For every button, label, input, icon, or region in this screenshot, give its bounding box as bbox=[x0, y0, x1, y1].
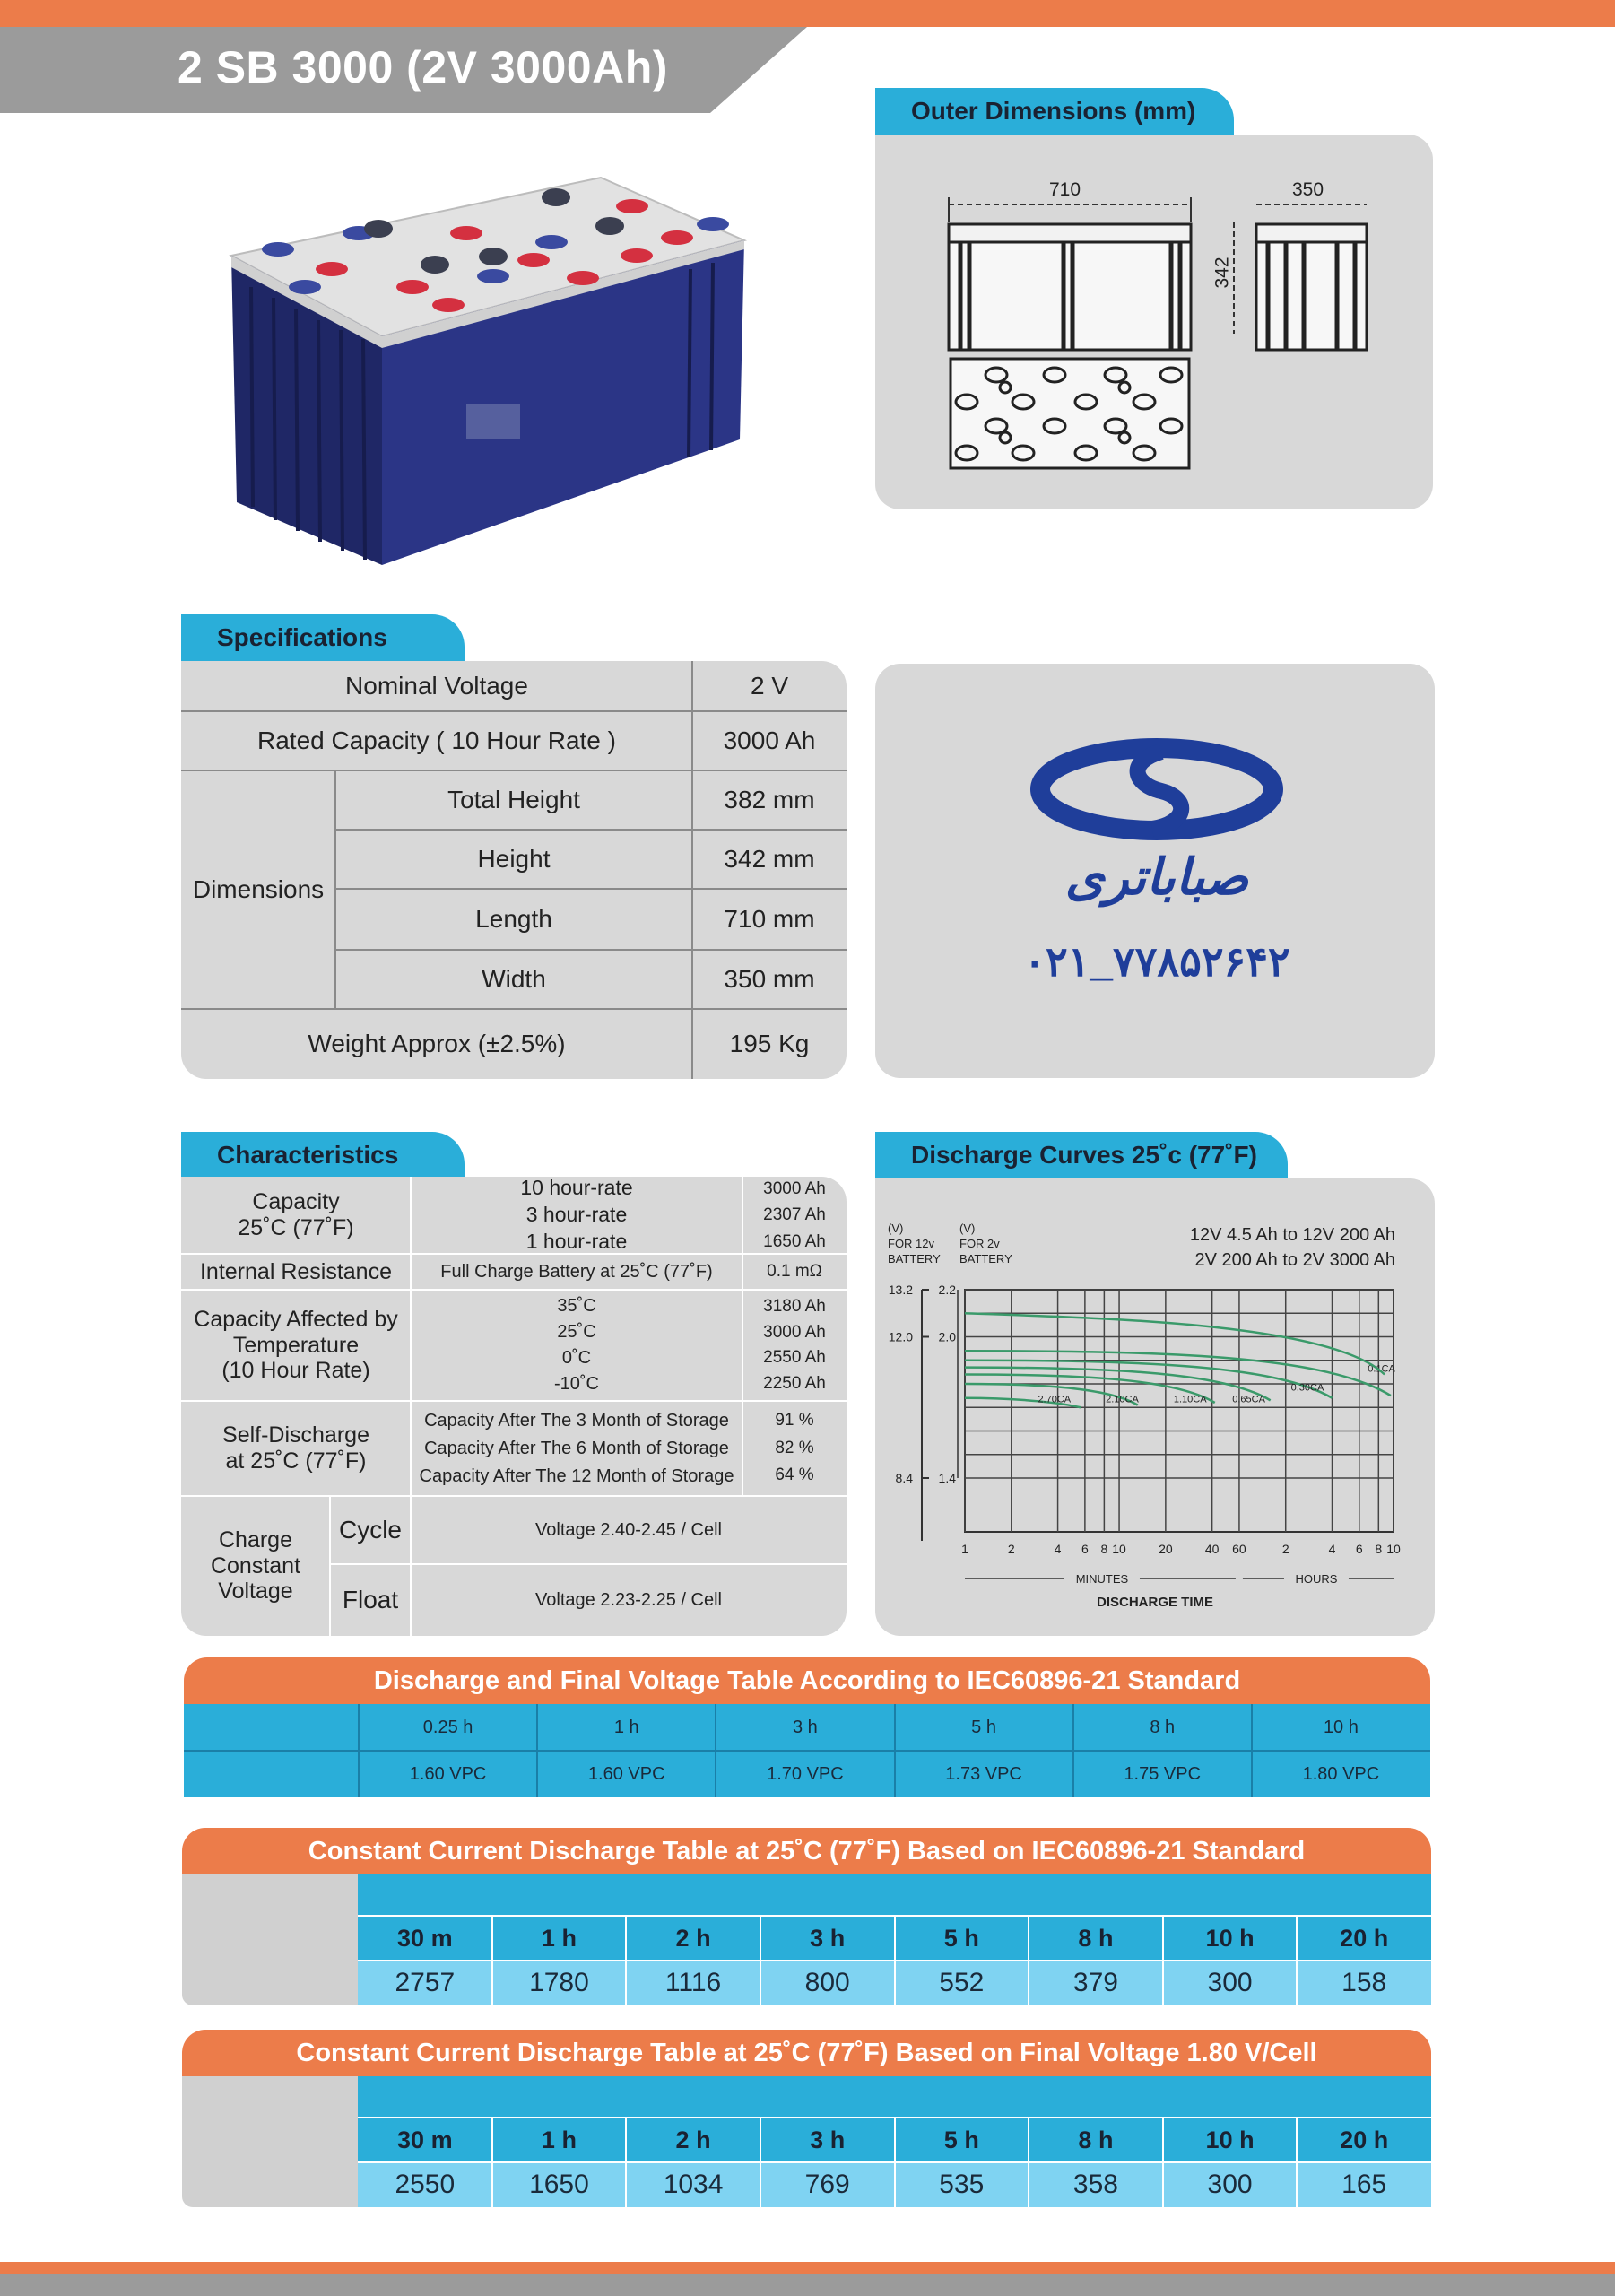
discharge-time-header bbox=[358, 1874, 1431, 1916]
x-tick-label: 10 bbox=[1112, 1542, 1126, 1556]
discharge-curves-tab: Discharge Curves 25˚c (77˚F) bbox=[875, 1132, 1288, 1178]
final-voltage-cell: 1.70 VPC bbox=[767, 1763, 844, 1784]
time-header-cell: 5 h bbox=[895, 2118, 1029, 2162]
internal-resistance-desc: Full Charge Battery at 25˚C (77˚F) bbox=[440, 1262, 713, 1282]
current-value-cell: 535 bbox=[895, 2162, 1029, 2207]
grid-line bbox=[181, 710, 847, 712]
grid-line bbox=[1162, 2118, 1164, 2207]
weight-value: 195 Kg bbox=[729, 1030, 810, 1057]
grid-line bbox=[335, 829, 847, 831]
y1-tick-label: 12.0 bbox=[888, 1329, 913, 1344]
time-header-cell: 10 h bbox=[1163, 2118, 1298, 2162]
grid-line bbox=[181, 1253, 847, 1255]
grid-line bbox=[760, 2118, 761, 2207]
height-label: Height bbox=[477, 845, 551, 873]
top-accent-bar bbox=[0, 0, 1615, 27]
nominal-voltage-value: 2 V bbox=[750, 672, 789, 700]
current-value-cell: 1116 bbox=[626, 1961, 760, 2005]
cc-table-1-title: Constant Current Discharge Table at 25˚C (77˚F) Based on IEC60896-21 Standard bbox=[182, 1828, 1431, 1874]
grid-line bbox=[184, 1750, 1430, 1752]
y1-tick-label: 13.2 bbox=[888, 1283, 913, 1297]
nominal-voltage-label: Nominal Voltage bbox=[345, 672, 528, 700]
x-tick-label: 10 bbox=[1386, 1542, 1401, 1556]
grid-line bbox=[691, 661, 693, 1079]
current-value-cell: 552 bbox=[895, 1961, 1029, 2005]
length-value: 710 mm bbox=[724, 905, 815, 933]
dimensions-label: Dimensions bbox=[192, 875, 325, 903]
y1-heading: (V) FOR 12v BATTERY bbox=[888, 1222, 941, 1265]
rated-capacity-label: Rated Capacity ( 10 Hour Rate ) bbox=[257, 726, 616, 754]
specifications-tab: Specifications bbox=[181, 614, 465, 661]
grid-line bbox=[1296, 1916, 1298, 2005]
current-value-cell: 358 bbox=[1029, 2162, 1163, 2207]
grid-line bbox=[491, 1916, 493, 2005]
discharge-time-header bbox=[358, 2076, 1431, 2118]
discharge-curve bbox=[965, 1361, 1333, 1398]
capacity-label: Capacity 25˚C (77˚F) bbox=[238, 1189, 354, 1240]
current-value-cell: 300 bbox=[1163, 2162, 1298, 2207]
curve-label: 2.10CA bbox=[1106, 1394, 1139, 1405]
length-dimension: 710 bbox=[1049, 179, 1081, 200]
self-discharge-desc: Capacity After The 3 Month of Storage Capacity After The 6 Month of Storage Capacity After The 12 Month of Storage bbox=[419, 1410, 734, 1486]
curve-label: 1.10CA bbox=[1173, 1394, 1207, 1405]
height-dimension: 342 bbox=[1211, 257, 1233, 289]
grid-line bbox=[335, 888, 847, 890]
time-header-cell: 3 h bbox=[760, 1916, 895, 1961]
time-header-cell: 8 h bbox=[1029, 1916, 1163, 1961]
y2-heading: (V) FOR 2v BATTERY bbox=[959, 1222, 1012, 1265]
characteristics-tab: Characteristics bbox=[181, 1132, 465, 1178]
grid-line bbox=[625, 1916, 627, 2005]
grid-line bbox=[1028, 2118, 1029, 2207]
grid-line bbox=[181, 770, 847, 771]
current-value-cell: 165 bbox=[1297, 2162, 1431, 2207]
x-tick-label: 4 bbox=[1054, 1542, 1062, 1556]
y2-tick-label: 2.2 bbox=[938, 1283, 956, 1297]
float-value: Voltage 2.23-2.25 / Cell bbox=[535, 1590, 722, 1610]
time-header-cell: 3 h bbox=[760, 2118, 895, 2162]
temperature-values-list: 35˚C 25˚C 0˚C -10˚C bbox=[553, 1296, 599, 1394]
grid-line bbox=[335, 949, 847, 951]
final-voltage-cell: 1.60 VPC bbox=[587, 1763, 665, 1784]
discharge-curve-chart bbox=[875, 1178, 1435, 1636]
cc-table-1 bbox=[182, 1874, 1431, 2005]
minutes-label: MINUTES bbox=[1075, 1572, 1129, 1586]
grid-line bbox=[491, 2118, 493, 2207]
final-voltage-cell: 1.75 VPC bbox=[1124, 1763, 1202, 1784]
amount-of-current-label bbox=[182, 2076, 358, 2207]
current-value-cell: 379 bbox=[1029, 1961, 1163, 2005]
weight-label: Weight Approx (±2.5%) bbox=[308, 1030, 566, 1057]
grid-line bbox=[894, 1704, 896, 1797]
grid-line bbox=[894, 2118, 896, 2207]
outer-dimensions-tab: Outer Dimensions (mm) bbox=[875, 88, 1234, 135]
grid-line bbox=[181, 1495, 847, 1497]
self-discharge-values: 91 % 82 % 64 % bbox=[775, 1411, 814, 1485]
grid-line bbox=[1162, 1916, 1164, 2005]
curve-note-2: 2V 200 Ah to 2V 3000 Ah bbox=[1194, 1250, 1395, 1270]
x-tick-label: 6 bbox=[1355, 1542, 1363, 1556]
temperature-capacities: 3180 Ah 3000 Ah 2550 Ah 2250 Ah bbox=[763, 1297, 826, 1393]
rated-capacity-value: 3000 Ah bbox=[723, 726, 816, 754]
final-voltage-table bbox=[184, 1704, 1430, 1797]
grid-line bbox=[536, 1704, 538, 1797]
time-header-cell: 1 h bbox=[492, 2118, 627, 2162]
y2-tick-label: 1.4 bbox=[938, 1471, 956, 1485]
charge-voltage-label: Charge Constant Voltage bbox=[210, 1526, 301, 1605]
time-header-cell: 2 h bbox=[626, 2118, 760, 2162]
length-label: Length bbox=[475, 905, 552, 933]
internal-resistance-label: Internal Resistance bbox=[199, 1258, 392, 1284]
cycle-value: Voltage 2.40-2.45 / Cell bbox=[535, 1520, 722, 1540]
curve-label: 0.30CA bbox=[1290, 1382, 1324, 1394]
grid-line bbox=[358, 1704, 360, 1797]
battery-image bbox=[224, 170, 753, 574]
discharge-time-cell: 10 h bbox=[1323, 1717, 1359, 1737]
time-header-cell: 5 h bbox=[895, 1916, 1029, 1961]
page-title: 2 SB 3000 (2V 3000Ah) bbox=[178, 42, 668, 92]
grid-line bbox=[742, 1177, 743, 1496]
x-tick-label: 1 bbox=[961, 1542, 968, 1556]
time-header-cell: 20 h bbox=[1297, 1916, 1431, 1961]
current-value-cell: 800 bbox=[760, 1961, 895, 2005]
bottom-grey-bar bbox=[0, 2274, 1615, 2296]
curve-label: 0.65CA bbox=[1232, 1394, 1265, 1405]
curve-label: 0.1CA bbox=[1368, 1363, 1395, 1375]
grid-line bbox=[181, 1400, 847, 1402]
final-voltage-row1-label bbox=[184, 1704, 359, 1751]
curve-label: 2.70CA bbox=[1038, 1394, 1072, 1405]
curve-note-1: 12V 4.5 Ah to 12V 200 Ah bbox=[1189, 1225, 1395, 1245]
discharge-time-cell: 8 h bbox=[1150, 1717, 1176, 1737]
current-value-cell: 2550 bbox=[358, 2162, 492, 2207]
capacity-values: 3000 Ah 2307 Ah 1650 Ah bbox=[763, 1178, 826, 1251]
x-tick-label: 8 bbox=[1100, 1542, 1108, 1556]
cc-table-2 bbox=[182, 2076, 1431, 2207]
y2-tick-label: 2.0 bbox=[938, 1329, 956, 1344]
grid-line bbox=[894, 1916, 896, 2005]
current-value-cell: 769 bbox=[760, 2162, 895, 2207]
current-value-cell: 1034 bbox=[626, 2162, 760, 2207]
time-header-cell: 30 m bbox=[358, 2118, 492, 2162]
final-voltage-cell: 1.73 VPC bbox=[945, 1763, 1022, 1784]
temperature-label: Capacity Affected by Temperature (10 Hour Rate) bbox=[194, 1306, 398, 1384]
x-tick-label: 60 bbox=[1232, 1542, 1246, 1556]
cc-table-2-title: Constant Current Discharge Table at 25˚C (77˚F) Based on Final Voltage 1.80 V/Cell bbox=[182, 2030, 1431, 2076]
current-value-cell: 1780 bbox=[492, 1961, 627, 2005]
hours-label: HOURS bbox=[1295, 1572, 1338, 1586]
grid-line bbox=[1072, 1704, 1074, 1797]
grid-line bbox=[330, 1563, 847, 1565]
width-label: Width bbox=[482, 965, 546, 993]
grid-line bbox=[1028, 1916, 1029, 2005]
bottom-accent-bar bbox=[0, 2262, 1615, 2274]
time-header-cell: 30 m bbox=[358, 1916, 492, 1961]
grid-line bbox=[334, 770, 336, 1009]
total-height-label: Total Height bbox=[447, 786, 580, 813]
x-tick-label: 6 bbox=[1081, 1542, 1089, 1556]
grid-line bbox=[181, 1289, 847, 1291]
brand-name: صباباتری bbox=[1064, 848, 1249, 905]
current-value-cell: 1650 bbox=[492, 2162, 627, 2207]
characteristics-table bbox=[181, 1177, 847, 1636]
discharge-time-cell: 0.25 h bbox=[422, 1717, 473, 1737]
current-value-cell: 2757 bbox=[358, 1961, 492, 2005]
x-tick-label: 8 bbox=[1375, 1542, 1383, 1556]
float-label: Float bbox=[342, 1586, 399, 1613]
x-tick-label: 4 bbox=[1328, 1542, 1336, 1556]
grid-line bbox=[410, 1177, 412, 1636]
self-discharge-label: Self-Discharge at 25˚C (77˚F) bbox=[222, 1422, 369, 1474]
internal-resistance-value: 0.1 mΩ bbox=[767, 1262, 822, 1282]
time-header-cell: 20 h bbox=[1297, 2118, 1431, 2162]
x-tick-label: 40 bbox=[1204, 1542, 1220, 1556]
width-dimension: 350 bbox=[1292, 179, 1324, 200]
discharge-time-cell: 3 h bbox=[793, 1717, 818, 1737]
capacity-rates: 10 hour-rate 3 hour-rate 1 hour-rate bbox=[520, 1176, 633, 1253]
final-voltage-table-title: Discharge and Final Voltage Table According to IEC60896-21 Standard bbox=[184, 1657, 1430, 1704]
grid-line bbox=[329, 1496, 331, 1636]
time-header-cell: 10 h bbox=[1163, 1916, 1298, 1961]
height-value: 342 mm bbox=[724, 845, 815, 873]
plot-frame bbox=[965, 1290, 1394, 1532]
specifications-table bbox=[181, 661, 847, 1079]
x-tick-label: 2 bbox=[1007, 1542, 1015, 1556]
cycle-label: Cycle bbox=[338, 1516, 402, 1544]
x-tick-label: 20 bbox=[1159, 1542, 1173, 1556]
grid-line bbox=[625, 2118, 627, 2207]
current-value-cell: 158 bbox=[1297, 1961, 1431, 2005]
discharge-time-cell: 1 h bbox=[613, 1717, 639, 1737]
discharge-time-cell: 5 h bbox=[971, 1717, 996, 1737]
final-voltage-cell: 1.60 VPC bbox=[409, 1763, 487, 1784]
x-axis-label: DISCHARGE TIME bbox=[1096, 1595, 1213, 1610]
time-header-cell: 1 h bbox=[492, 1916, 627, 1961]
grid-line bbox=[715, 1704, 716, 1797]
brand-logo-icon bbox=[1027, 735, 1287, 843]
amount-of-current-label bbox=[182, 1874, 358, 2005]
y1-tick-label: 8.4 bbox=[895, 1471, 913, 1485]
grid-line bbox=[1296, 2118, 1298, 2207]
time-header-cell: 2 h bbox=[626, 1916, 760, 1961]
grid-line bbox=[1251, 1704, 1253, 1797]
brand-phone: ۰۲۱_۷۷۸۵۲۶۴۲ bbox=[1023, 938, 1290, 985]
x-tick-label: 2 bbox=[1281, 1542, 1289, 1556]
grid-line bbox=[760, 1916, 761, 2005]
time-header-cell: 8 h bbox=[1029, 2118, 1163, 2162]
grid-line bbox=[181, 1008, 847, 1010]
current-value-cell: 300 bbox=[1163, 1961, 1298, 2005]
dimension-drawing bbox=[875, 135, 1433, 509]
final-voltage-row2-label bbox=[184, 1751, 359, 1797]
final-voltage-cell: 1.80 VPC bbox=[1302, 1763, 1380, 1784]
total-height-value: 382 mm bbox=[724, 786, 815, 813]
width-value: 350 mm bbox=[724, 965, 815, 993]
